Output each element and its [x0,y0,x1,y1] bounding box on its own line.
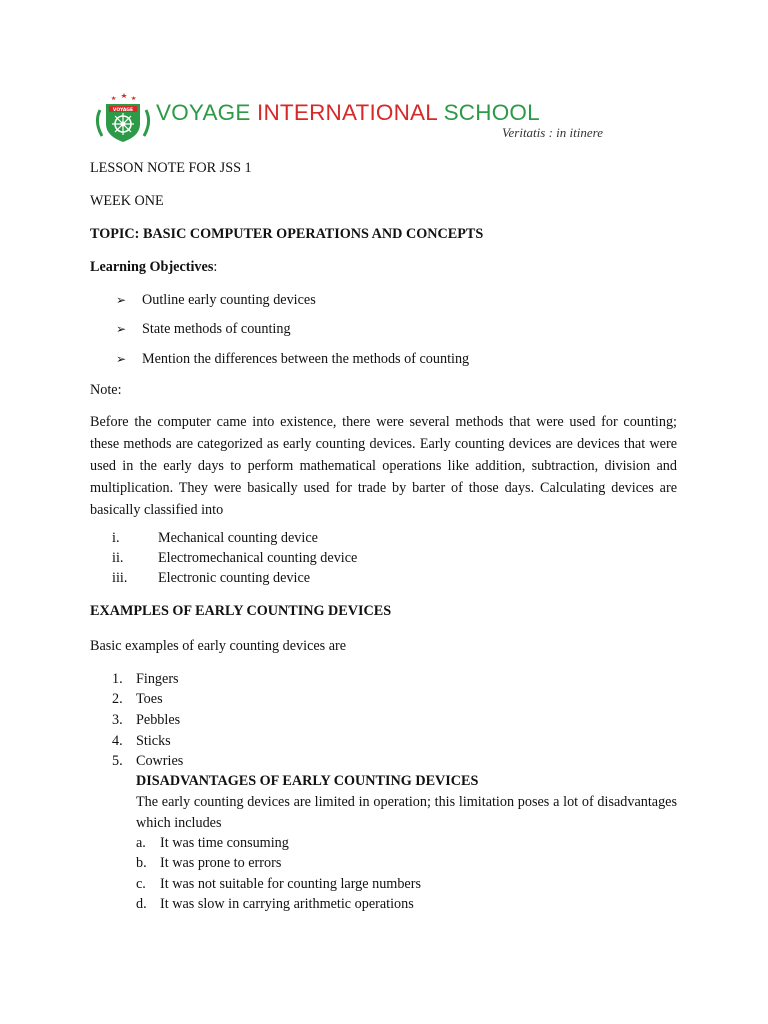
classification-label: Electromechanical counting device [158,550,358,566]
disadvantage-letter: a. [136,835,146,851]
example-label: Sticks [136,733,171,749]
example-number: 3. [112,712,123,728]
lesson-note-title: LESSON NOTE FOR JSS 1 [90,160,252,176]
school-header [92,92,652,144]
star-icon [121,93,127,98]
objective-item [116,349,469,369]
learning-objectives-heading [90,257,217,277]
example-number: 2. [112,691,123,707]
example-label: Pebbles [136,712,181,728]
classification-number: iii. [112,570,128,586]
svg-text:VOYAGE: VOYAGE [112,108,134,113]
example-number: 5. [112,753,123,769]
week-label: WEEK ONE [90,193,164,209]
objective-item [116,319,291,339]
school-name-voyage: VOYAGE [156,100,258,125]
classification-label: Mechanical counting device [158,530,318,546]
examples-intro: Basic examples of early counting devices are [90,638,347,654]
disadvantage-letter: b. [136,855,147,871]
examples-heading: EXAMPLES OF EARLY COUNTING DEVICES [90,603,392,619]
learning-objectives-label: Learning Objectives [90,259,214,275]
example-number: 4. [112,733,123,749]
disadvantages-heading: DISADVANTAGES OF EARLY COUNTING DEVICES [136,773,479,789]
star-icon [111,96,117,100]
school-motto: Veritatis : in itinere [502,125,603,140]
arrow-bullet-icon: ➢ [116,322,127,336]
objective-item [116,290,316,310]
classification-number: i. [112,530,120,546]
learning-objectives-colon: : [213,259,218,275]
school-emblem-logo [92,92,154,144]
disadvantage-label: It was time consuming [160,835,289,851]
objective-text: Outline early counting devices [142,292,316,308]
objective-text: State methods of counting [142,321,291,337]
note-label: Note: [90,382,122,398]
disadvantage-letter: d. [136,896,147,912]
arrow-bullet-icon: ➢ [116,293,127,307]
disadvantages-paragraph: The early counting devices are limited in operation; this limitation poses a lot of disadvantages which includes [136,794,677,831]
topic-heading: TOPIC: BASIC COMPUTER OPERATIONS AND CONCEPTS [90,226,484,242]
example-label: Toes [136,691,163,707]
school-name-school: SCHOOL [443,100,540,125]
classification-label: Electronic counting device [158,570,311,586]
intro-paragraph: Before the computer came into existence, there were several methods that were used for counting; these methods are categorized as early counting devices. Early counting devices are devices that were used in the early days to perform mathematical operations like addition, subtraction, division and multiplication. They were basically used for trade by barter of those days. Calculating devices are basically classified into [90,414,677,518]
example-number: 1. [112,671,123,687]
disadvantage-label: It was not suitable for counting large numbers [160,876,421,892]
school-name [156,100,540,126]
disadvantage-letter: c. [136,876,146,892]
objective-text: Mention the differences between the methods of counting [142,351,470,367]
school-name-international: INTERNATIONAL [257,100,444,125]
star-icon [131,96,137,100]
example-label: Cowries [136,753,184,769]
disadvantage-label: It was slow in carrying arithmetic operations [160,896,414,912]
example-label: Fingers [136,671,179,687]
classification-number: ii. [112,550,124,566]
arrow-bullet-icon: ➢ [116,352,127,366]
disadvantage-label: It was prone to errors [160,855,282,871]
